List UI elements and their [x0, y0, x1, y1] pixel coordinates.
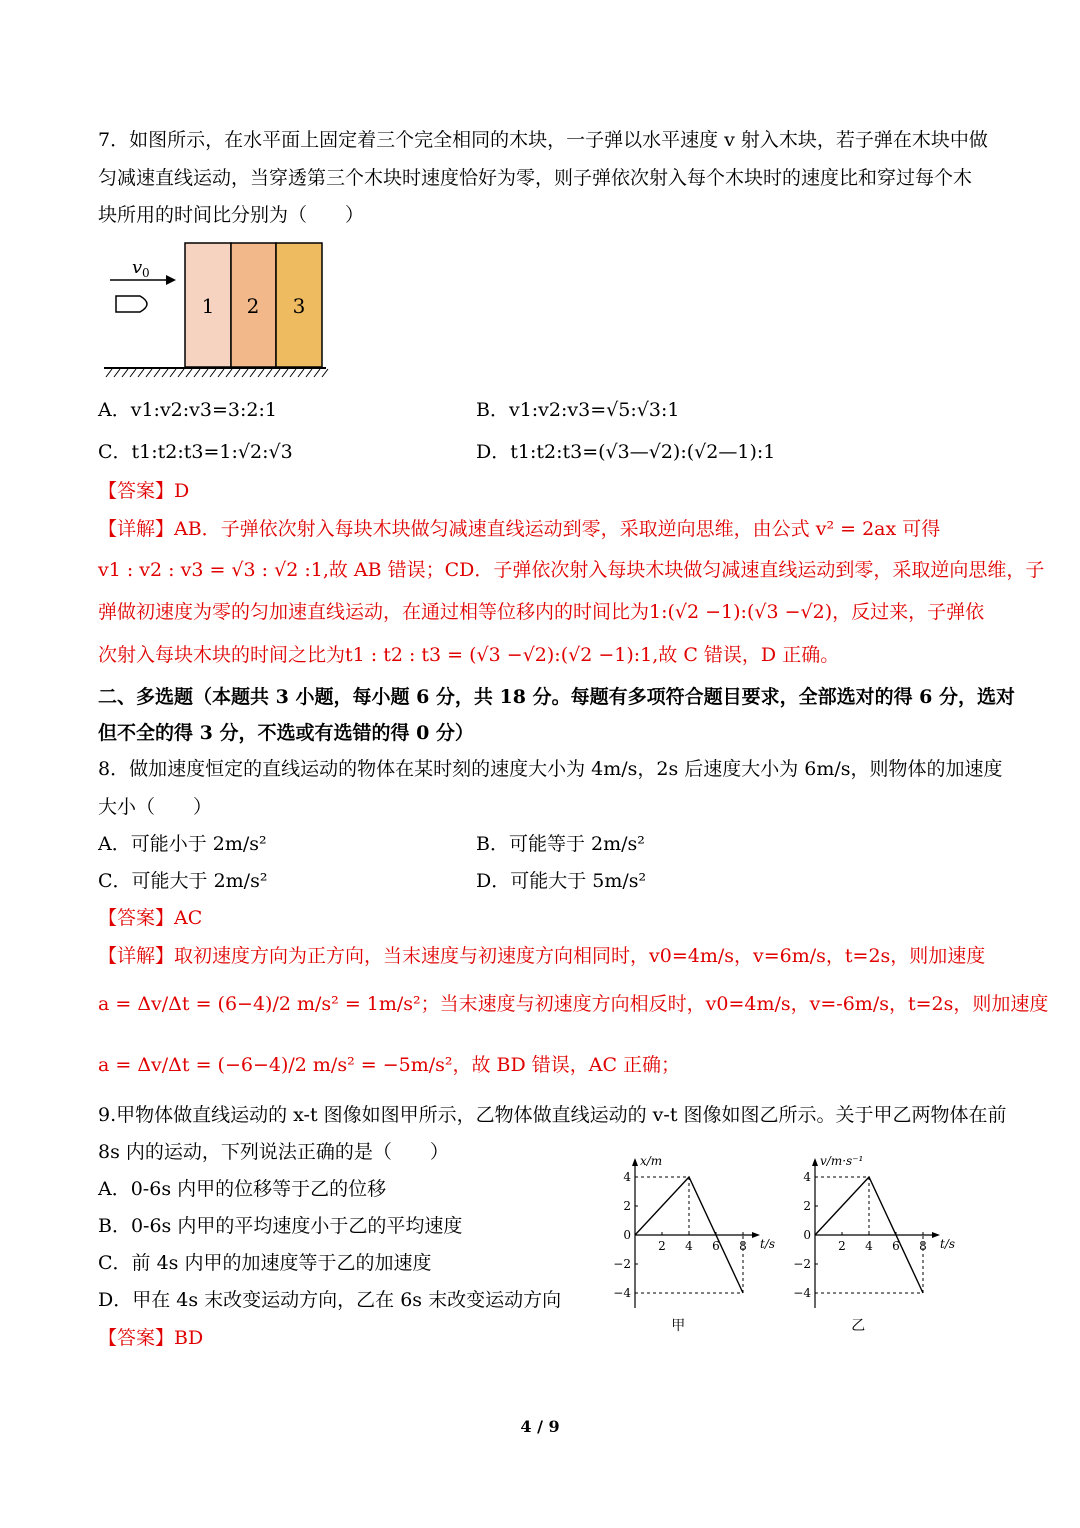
x-tick-label: 6 — [712, 1239, 720, 1253]
chart-caption: 甲 — [671, 1318, 686, 1334]
q7-detail-1: 【详解】AB．子弹依次射入每块木块做匀减速直线运动到零，采取逆向思维，由公式 v² = 2ax 可得 — [98, 518, 941, 540]
q9-option-b: B．0-6s 内甲的平均速度小于乙的平均速度 — [98, 1215, 463, 1237]
q9-line-2: 8s 内的运动，下列说法正确的是（ ） — [98, 1141, 449, 1163]
y-axis-label: x/m — [640, 1154, 663, 1168]
hatch-mark — [146, 369, 152, 377]
y-tick-label: −2 — [793, 1257, 811, 1271]
q7-detail-3: 弹做初速度为零的匀加速直线运动，在通过相等位移内的时间比为1:(√2 −1):(√3 −√2)，反过来，子弹依 — [98, 601, 985, 623]
hatch-mark — [122, 369, 128, 377]
hatch-mark — [314, 369, 320, 377]
section-2-heading-1: 二、多选题（本题共 3 小题，每小题 6 分，共 18 分。每题有多项符合题目要求，全部选对的得 6 分，选对 — [98, 686, 1016, 708]
y-tick-label: 4 — [803, 1170, 811, 1184]
y-tick-label: −2 — [613, 1257, 631, 1271]
q7-line-1: 7．如图所示，在水平面上固定着三个完全相同的木块，一子弹以水平速度 v 射入木块，若子弹在木块中做 — [98, 129, 988, 151]
y-tick-label: 0 — [803, 1228, 811, 1242]
block-2-label: 2 — [246, 294, 260, 318]
hatch-mark — [218, 369, 224, 377]
hatch-mark — [322, 369, 328, 377]
hatch-mark — [258, 369, 264, 377]
chart-caption: 乙 — [851, 1318, 866, 1334]
q9-line-1: 9.甲物体做直线运动的 x-t 图像如图甲所示，乙物体做直线运动的 v-t 图像如图乙所示。关于甲乙两物体在前 — [98, 1104, 1007, 1126]
hatch-mark — [106, 369, 112, 377]
v0-label: v — [132, 257, 143, 278]
q9-option-c: C．前 4s 内甲的加速度等于乙的加速度 — [98, 1252, 432, 1274]
y-tick-label: 2 — [623, 1199, 631, 1213]
hatch-mark — [154, 369, 160, 377]
x-tick-label: 2 — [658, 1239, 666, 1253]
x-tick-label: 4 — [865, 1239, 873, 1253]
hatch-mark — [274, 369, 280, 377]
hatch-mark — [242, 369, 248, 377]
q8-line-2: 大小（ ） — [98, 796, 213, 818]
y-tick-label: −4 — [793, 1286, 811, 1300]
q7-answer: 【答案】D — [98, 480, 190, 502]
v0-subscript: 0 — [142, 266, 150, 280]
x-tick-label: 8 — [739, 1239, 747, 1253]
x-axis-arrow — [752, 1232, 760, 1238]
q8-option-d: D．可能大于 5m/s² — [476, 870, 647, 892]
q7-detail-2: v1 : v2 : v3 = √3 : √2 :1,故 AB 错误；CD．子弹依次射入每块木块做匀减速直线运动到零，采取逆向思维，子 — [98, 559, 1045, 581]
q7-option-c: C．t1:t2:t3=1:√2:√3 — [98, 441, 293, 463]
x-axis-label: t/s — [940, 1237, 956, 1251]
hatch-mark — [298, 369, 304, 377]
hatch-mark — [186, 369, 192, 377]
hatch-mark — [162, 369, 168, 377]
q8-detail-2: a = Δv/Δt = (6−4)/2 m/s² = 1m/s²；当末速度与初速度方向相反时，v0=4m/s，v=-6m/s，t=2s，则加速度 — [98, 993, 1049, 1015]
hatch-mark — [178, 369, 184, 377]
q7-line-2: 匀减速直线运动，当穿透第三个木块时速度恰好为零，则子弹依次射入每个木块时的速度比和穿过每个木 — [98, 167, 973, 189]
y-tick-label: 0 — [623, 1228, 631, 1242]
bullet-blocks-figure — [98, 238, 333, 383]
y-axis-label: v/m·s⁻¹ — [820, 1154, 864, 1168]
y-axis-arrow — [632, 1158, 638, 1166]
q7-option-d: D．t1:t2:t3=(√3—√2):(√2—1):1 — [476, 441, 776, 463]
page-number: 4 / 9 — [520, 1417, 560, 1436]
x-axis-arrow — [932, 1232, 940, 1238]
section-2-heading-2: 但不全的得 3 分，不选或有选错的得 0 分） — [98, 722, 474, 744]
q8-detail-1: 【详解】取初速度方向为正方向，当末速度与初速度方向相同时，v0=4m/s，v=6m/s，t=2s，则加速度 — [98, 945, 986, 967]
q8-option-b: B．可能等于 2m/s² — [476, 833, 645, 855]
ground-hatching — [106, 369, 328, 377]
hatch-mark — [290, 369, 296, 377]
hatch-mark — [194, 369, 200, 377]
q8-option-a: A．可能小于 2m/s² — [98, 833, 267, 855]
q7-option-b: B．v1:v2:v3=√5:√3:1 — [476, 399, 680, 421]
x-axis-label: t/s — [760, 1237, 776, 1251]
q8-detail-3: a = Δv/Δt = (−6−4)/2 m/s² = −5m/s²，故 BD 错误，AC 正确； — [98, 1054, 681, 1076]
q8-answer: 【答案】AC — [98, 907, 203, 929]
hatch-mark — [226, 369, 232, 377]
block-3-label: 3 — [292, 294, 306, 318]
x-tick-label: 6 — [892, 1239, 900, 1253]
bullet-icon — [116, 296, 147, 312]
q7-option-a: A．v1:v2:v3=3:2:1 — [98, 399, 277, 421]
hatch-mark — [250, 369, 256, 377]
hatch-mark — [210, 369, 216, 377]
x-tick-label: 8 — [919, 1239, 927, 1253]
block-1-label: 1 — [201, 294, 215, 318]
hatch-mark — [282, 369, 288, 377]
y-axis-arrow — [812, 1158, 818, 1166]
q9-option-a: A．0-6s 内甲的位移等于乙的位移 — [98, 1178, 387, 1200]
y-tick-label: 2 — [803, 1199, 811, 1213]
q7-detail-4: 次射入每块木块的时间之比为t1 : t2 : t3 = (√3 −√2):(√2 −1):1,故 C 错误，D 正确。 — [98, 644, 840, 666]
x-tick-label: 2 — [838, 1239, 846, 1253]
q9-option-d: D．甲在 4s 末改变运动方向，乙在 6s 末改变运动方向 — [98, 1289, 562, 1311]
hatch-mark — [202, 369, 208, 377]
x-tick-label: 4 — [685, 1239, 693, 1253]
q8-line-1: 8．做加速度恒定的直线运动的物体在某时刻的速度大小为 4m/s，2s 后速度大小为 6m/s，则物体的加速度 — [98, 758, 1003, 780]
hatch-mark — [114, 369, 120, 377]
q8-option-c: C．可能大于 2m/s² — [98, 870, 268, 892]
hatch-mark — [130, 369, 136, 377]
q7-line-3: 块所用的时间比分别为（ ） — [98, 204, 365, 226]
hatch-mark — [306, 369, 312, 377]
hatch-mark — [234, 369, 240, 377]
hatch-mark — [170, 369, 176, 377]
chart-yi-vt — [788, 1150, 968, 1340]
y-tick-label: 4 — [623, 1170, 631, 1184]
hatch-mark — [138, 369, 144, 377]
q9-answer: 【答案】BD — [98, 1327, 204, 1349]
hatch-mark — [266, 369, 272, 377]
y-tick-label: −4 — [613, 1286, 631, 1300]
chart-jia-xt — [608, 1150, 788, 1340]
